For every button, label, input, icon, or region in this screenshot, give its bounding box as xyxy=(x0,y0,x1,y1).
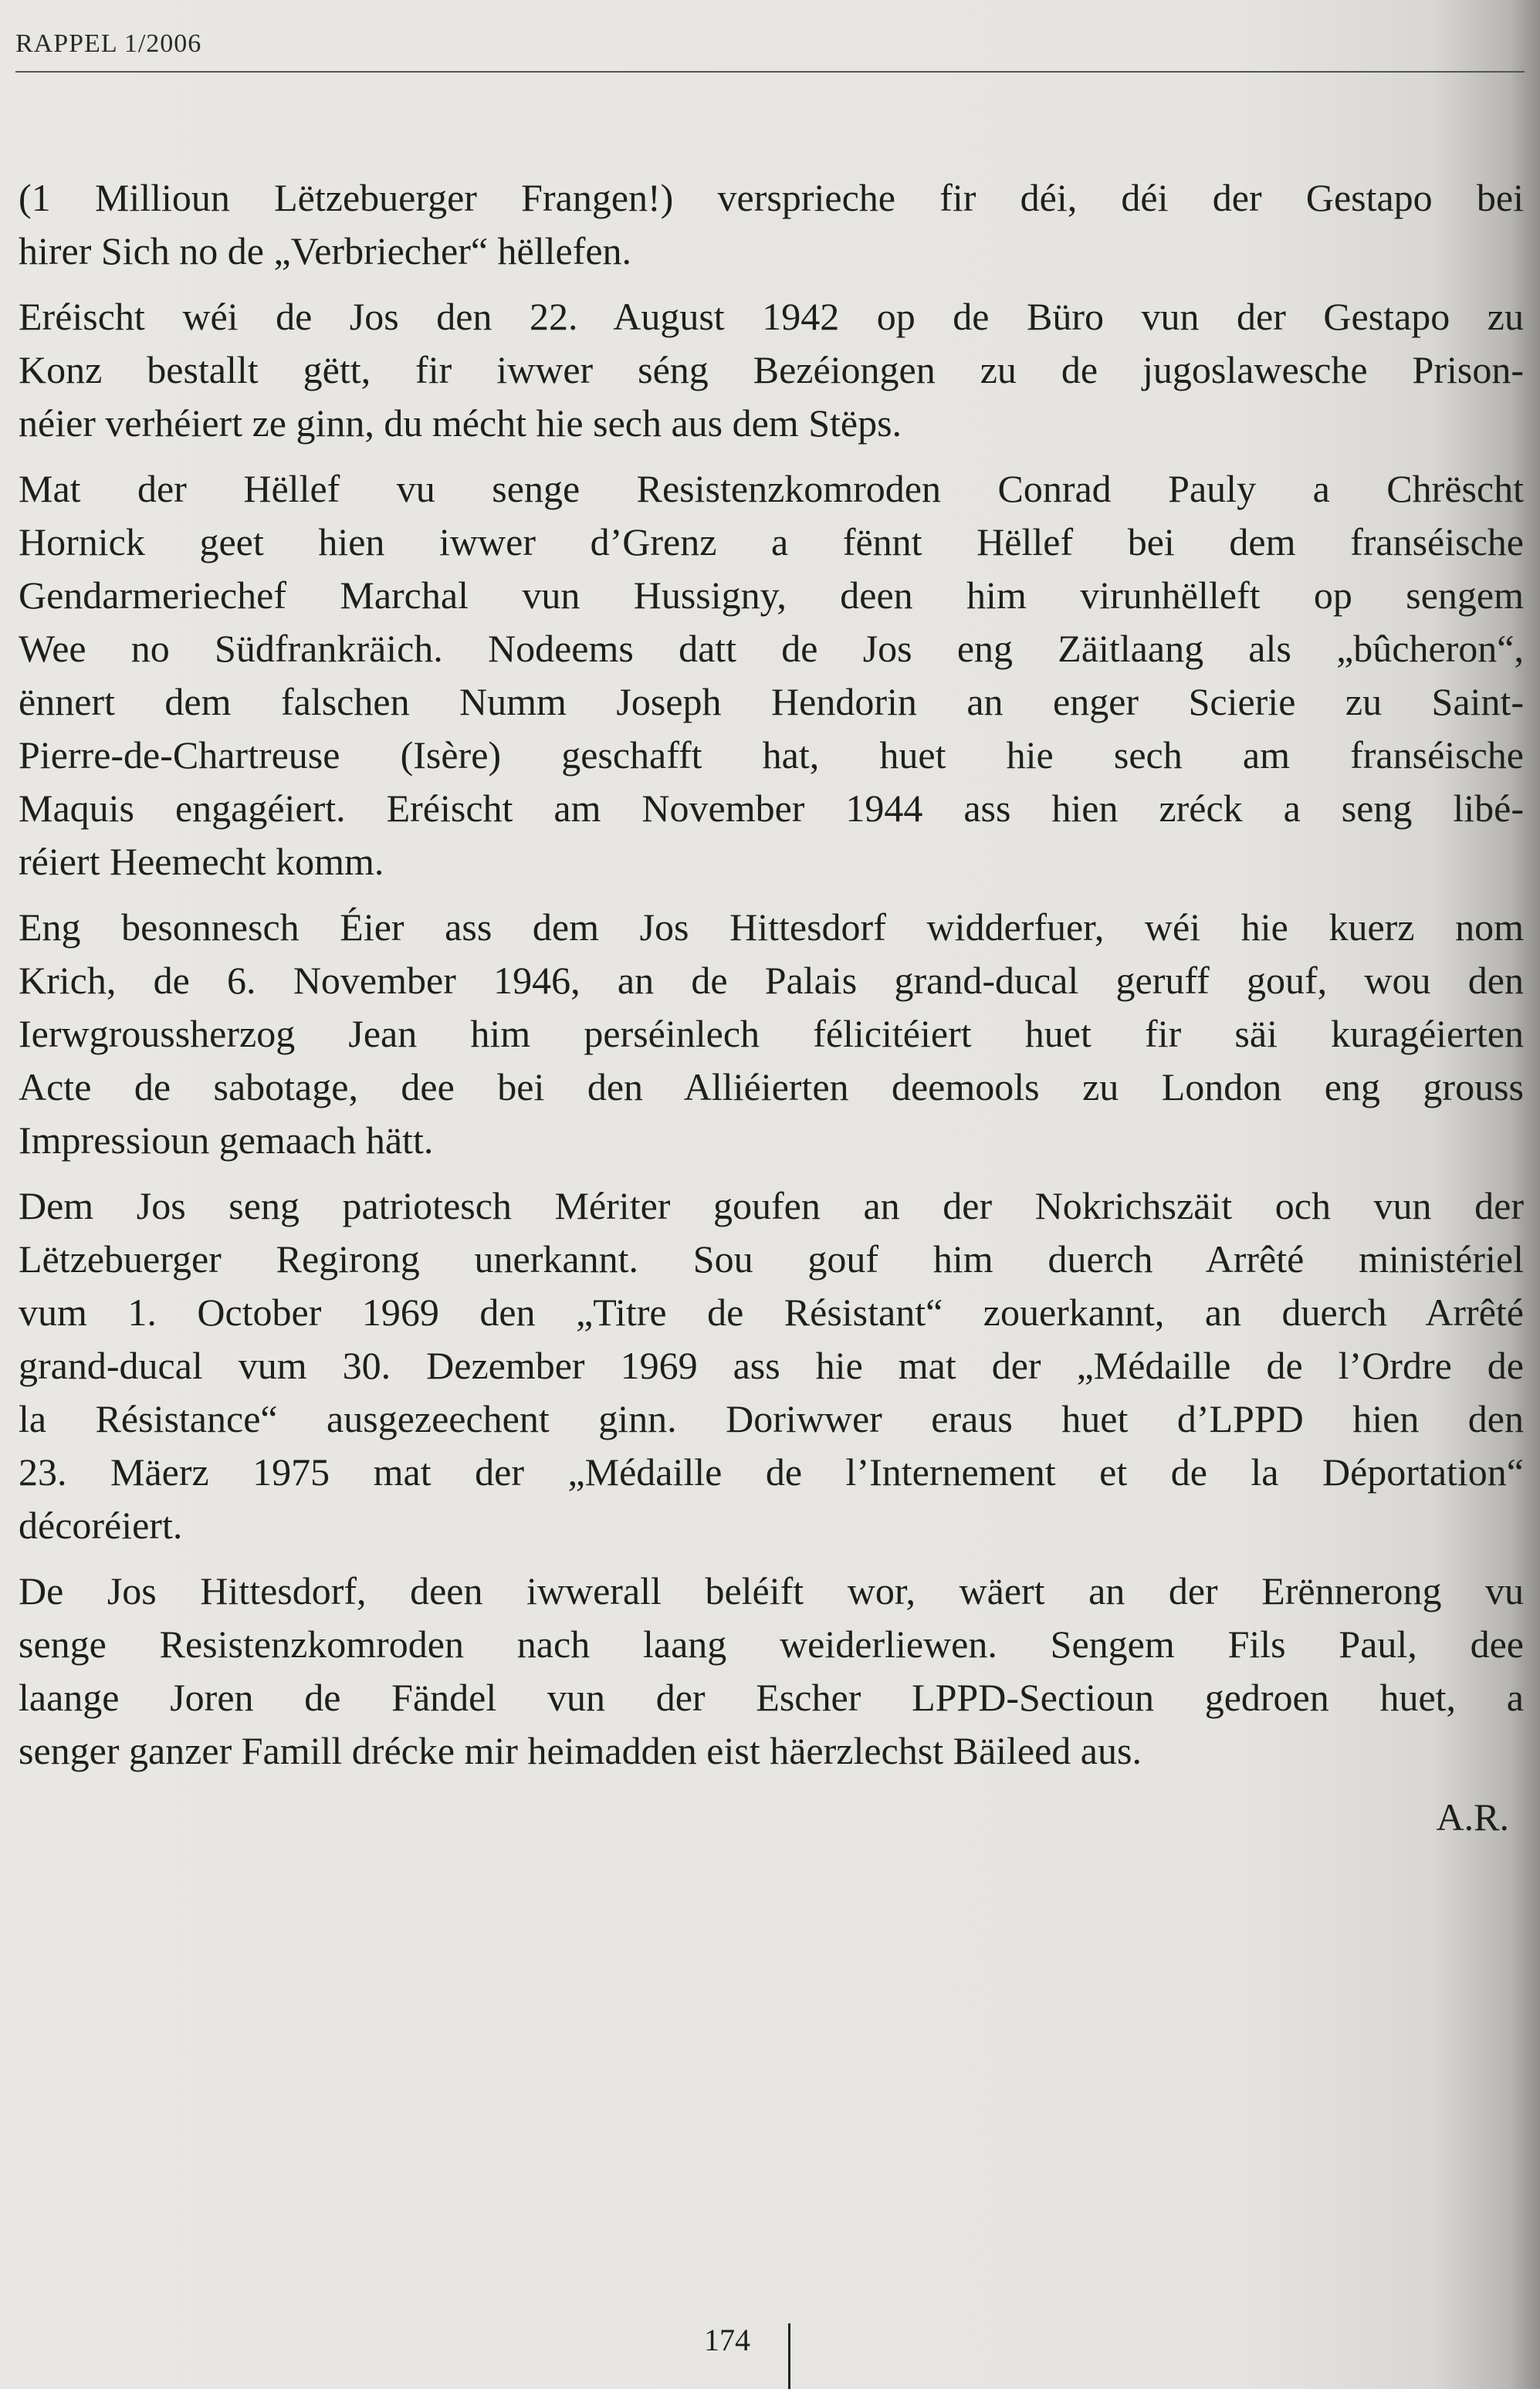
text-line: néier verhéiert ze ginn, du mécht hie sech aus dem Stëps. xyxy=(19,401,902,445)
page-number: 174 xyxy=(704,2323,750,2357)
text-line: Maquis engagéiert. Eréischt am November 1944 ass hien zréck a seng libé- xyxy=(19,787,1524,830)
paragraph xyxy=(19,462,1524,888)
page-number-rule xyxy=(788,2323,790,2389)
text-line: Hornick geet hien iwwer d’Grenz a fënnt Hëllef bei dem franséische xyxy=(19,520,1524,563)
text-line: Pierre-de-Chartreuse (Isère) geschafft hat, huet hie sech am franséische xyxy=(19,733,1524,777)
text-line: Krich, de 6. November 1946, an de Palais grand-ducal geruff gouf, wou den xyxy=(19,959,1524,1002)
text-line: Eng besonnesch Éier ass dem Jos Hittesdorf widderfuer, wéi hie kuerz nom xyxy=(19,905,1524,949)
text-line: Ierwgroussherzog Jean him perséinlech félicitéiert huet fir säi kuragéierten xyxy=(19,1012,1524,1055)
paragraph xyxy=(19,171,1524,278)
text-line: décoréiert. xyxy=(19,1504,183,1547)
text-line: 23. Mäerz 1975 mat der „Médaille de l’Internement et de la Déportation“ xyxy=(19,1450,1524,1494)
text-line: Gendarmeriechef Marchal vun Hussigny, deen him virunhëlleft op sengem xyxy=(19,574,1524,617)
paragraph xyxy=(19,290,1524,450)
text-line: ënnert dem falschen Numm Joseph Hendorin an enger Scierie zu Saint- xyxy=(19,680,1524,723)
article-body xyxy=(19,171,1524,1790)
text-line: Dem Jos seng patriotesch Mériter goufen an der Nokrichszäit och vun der xyxy=(19,1184,1524,1227)
text-line: vum 1. October 1969 den „Titre de Résistant“ zouerkannt, an duerch Arrêté xyxy=(19,1291,1524,1334)
paragraph xyxy=(19,1179,1524,1552)
text-line: réiert Heemecht komm. xyxy=(19,840,384,883)
header-rule xyxy=(15,71,1525,73)
text-line: Lëtzebuerger Regirong unerkannt. Sou gouf him duerch Arrêté ministériel xyxy=(19,1237,1524,1281)
paragraph xyxy=(19,901,1524,1167)
text-line: senge Resistenzkomroden nach laang weiderliewen. Sengem Fils Paul, dee xyxy=(19,1623,1524,1666)
text-line: la Résistance“ ausgezeechent ginn. Doriwwer eraus huet d’LPPD hien den xyxy=(19,1397,1524,1440)
text-line: Mat der Hëllef vu senge Resistenzkomroden Conrad Pauly a Chrëscht xyxy=(19,467,1524,510)
text-line: Wee no Südfrankräich. Nodeems datt de Jos eng Zäitlaang als „bûcheron“, xyxy=(19,627,1524,670)
text-line: laange Joren de Fändel vun der Escher LPPD-Sectioun gedroen huet, a xyxy=(19,1676,1524,1719)
text-line: (1 Millioun Lëtzebuerger Frangen!) versprieche fir déi, déi der Gestapo bei xyxy=(19,176,1524,219)
author-signature: A.R. xyxy=(1436,1795,1509,1839)
paragraph xyxy=(19,1565,1524,1778)
text-line: Acte de sabotage, dee bei den Alliéierten deemools zu London eng grouss xyxy=(19,1065,1524,1108)
text-line: grand-ducal vum 30. Dezember 1969 ass hie mat der „Médaille de l’Ordre de xyxy=(19,1344,1524,1387)
text-line: senger ganzer Famill drécke mir heimadden eist häerzlechst Bäileed aus. xyxy=(19,1729,1142,1772)
running-header: RAPPEL 1/2006 xyxy=(15,29,202,58)
text-line: Konz bestallt gëtt, fir iwwer séng Bezéiongen zu de jugoslawesche Prison- xyxy=(19,348,1524,391)
text-line: De Jos Hittesdorf, deen iwwerall beléift wor, wäert an der Erënnerong vu xyxy=(19,1569,1524,1612)
text-line: Impressioun gemaach hätt. xyxy=(19,1118,434,1162)
text-line: Eréischt wéi de Jos den 22. August 1942 op de Büro vun der Gestapo zu xyxy=(19,295,1524,338)
text-line: hirer Sich no de „Verbriecher“ hëllefen. xyxy=(19,229,632,272)
